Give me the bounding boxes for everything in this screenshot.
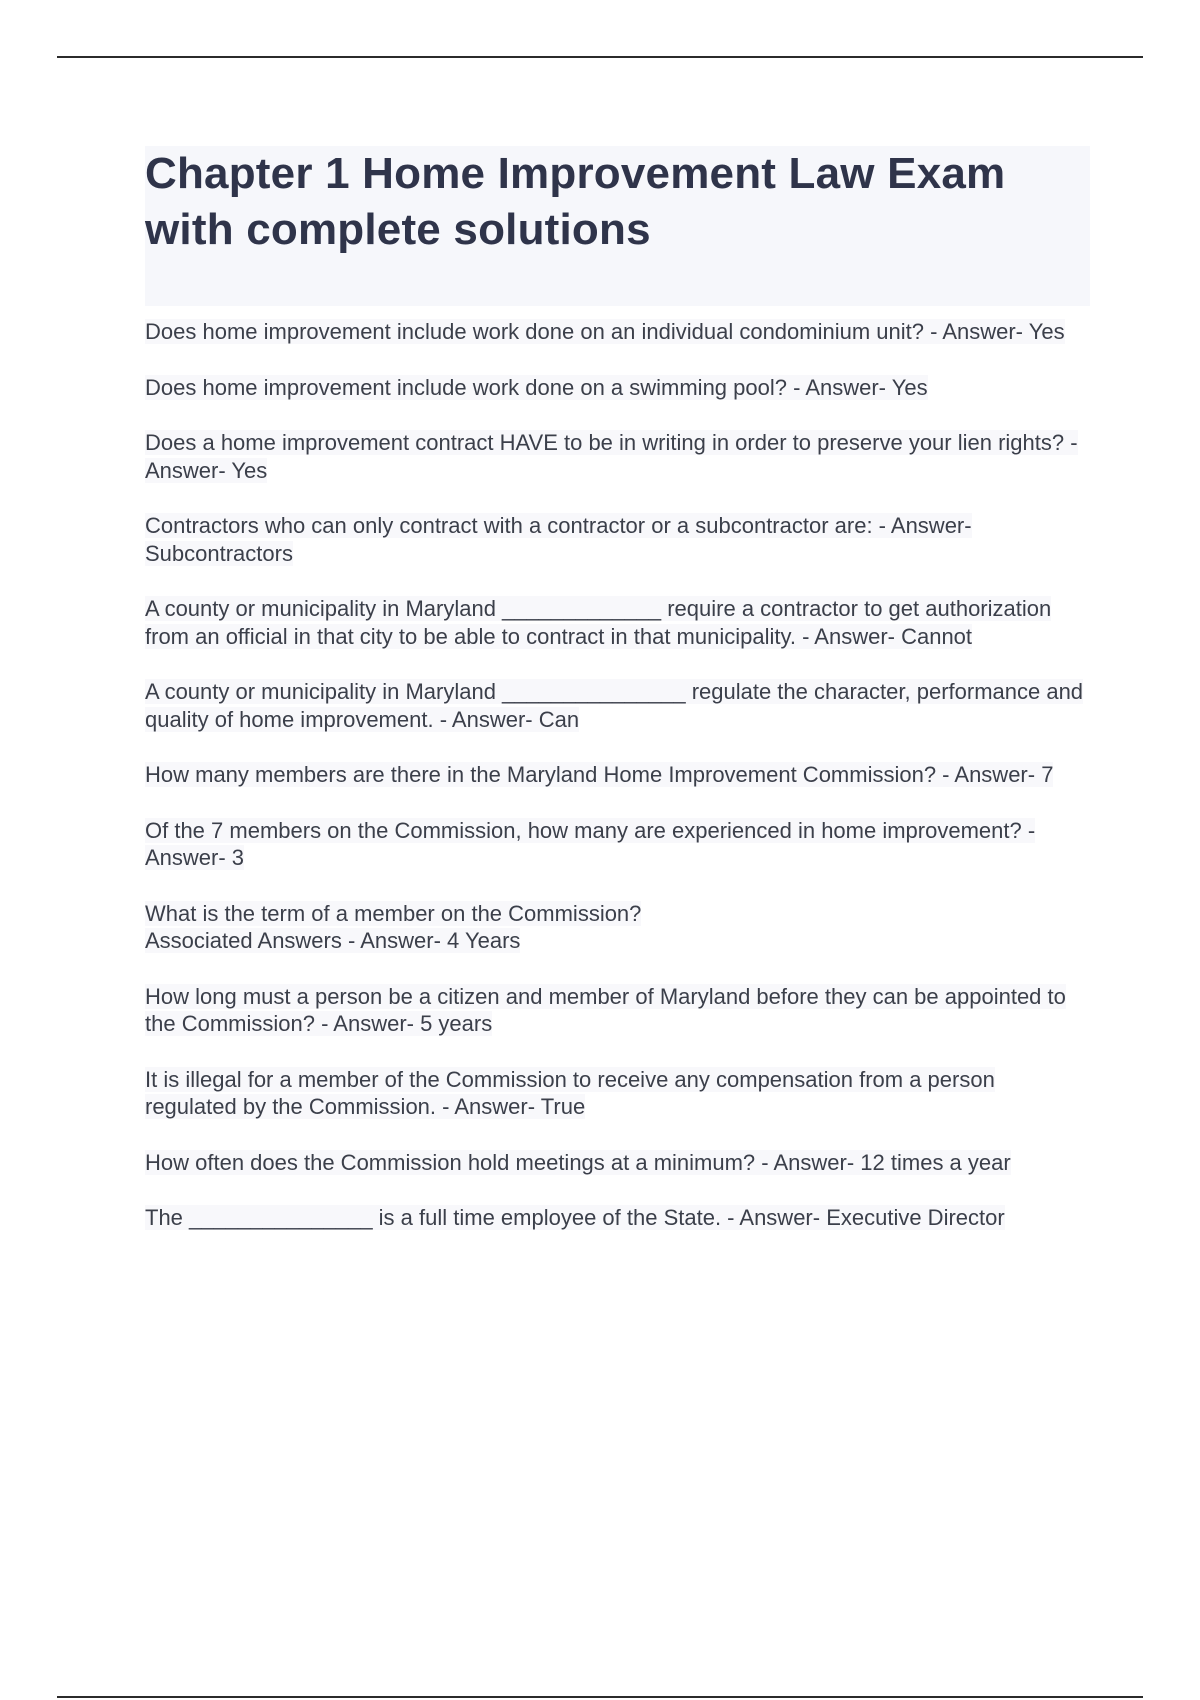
qa-item: Contractors who can only contract with a contractor or a subcontractor are: - Answer- Subcontractors xyxy=(145,513,972,566)
qa-item: Does home improvement include work done on a swimming pool? - Answer- Yes xyxy=(145,374,928,400)
qa-item: Does home improvement include work done on an individual condominium unit? - Answer- Yes xyxy=(145,319,1065,344)
qa-item: A county or municipality in Maryland _______________ regulate the character, performance and quality of home improvement. - Answer- Can xyxy=(145,679,1084,732)
bottom-rule xyxy=(57,1696,1143,1698)
document-title: Chapter 1 Home Improvement Law Exam with complete solutions xyxy=(145,149,1006,254)
qa-item: How often does the Commission hold meetings at a minimum? - Answer- 12 times a year xyxy=(145,1149,1011,1175)
top-rule xyxy=(57,56,1143,58)
title-block xyxy=(145,146,1090,306)
qa-item: How many members are there in the Maryland Home Improvement Commission? - Answer- 7 xyxy=(145,762,1054,787)
qa-item: Of the 7 members on the Commission, how many are experienced in home improvement? - Answer- 3 xyxy=(145,817,1036,870)
qa-item: A county or municipality in Maryland _____________ require a contractor to get authorization from an official in that city to be able to contract in that municipality. - Answer- Cannot xyxy=(145,596,1052,649)
qa-item: Does a home improvement contract HAVE to be in writing in order to preserve your lien rights? - Answer- Yes xyxy=(145,430,1078,483)
qa-item: How long must a person be a citizen and member of Maryland before they can be appointed to the Commission? - Answer- 5 years xyxy=(145,983,1066,1036)
document-body xyxy=(145,146,1090,1260)
qa-item: What is the term of a member on the Commission? Associated Answers - Answer- 4 Years xyxy=(145,900,642,953)
qa-list xyxy=(145,318,1090,1232)
qa-item: It is illegal for a member of the Commission to receive any compensation from a person regulated by the Commission. - Answer- True xyxy=(145,1066,995,1119)
qa-item: The _______________ is a full time employee of the State. - Answer- Executive Director xyxy=(145,1205,1005,1230)
